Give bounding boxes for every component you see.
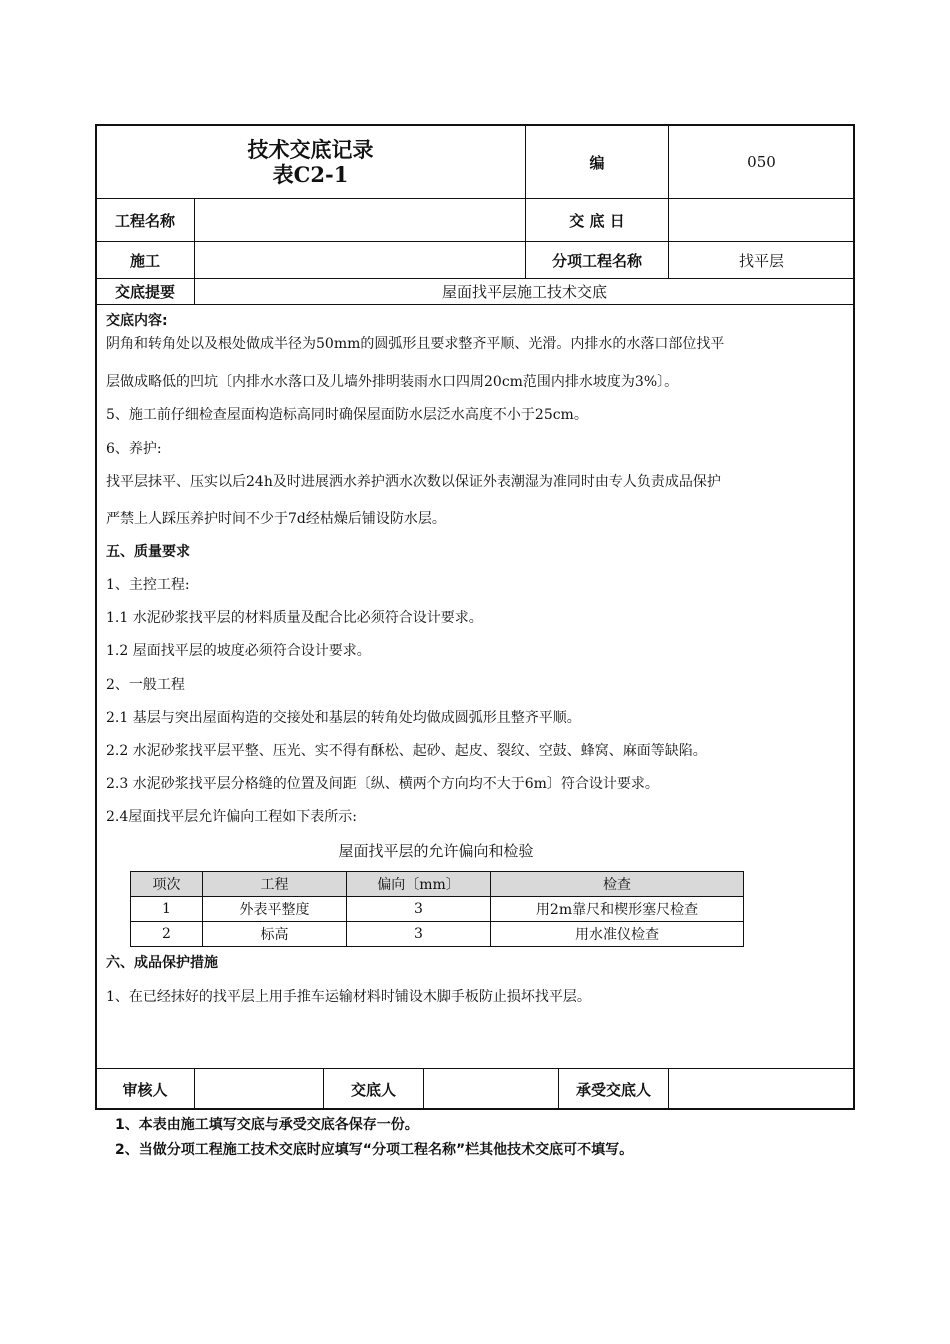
discloser-label: 交底人: [350, 1080, 396, 1099]
content-line: 1、主控工程:: [106, 577, 190, 593]
table-cell: 3: [347, 922, 491, 947]
footnote: 2、当做分项工程施工技术交底时应填写“分项工程名称”栏其他技术交底可不填写。: [115, 1142, 634, 1158]
table-header-cell: 偏向〔mm〕: [347, 872, 491, 897]
table-caption: 屋面找平层的允许偏向和检验: [338, 842, 534, 860]
table-cell: 标高: [203, 922, 347, 947]
form-title: [96, 126, 525, 198]
content-line: 2.3 水泥砂浆找平层分格缝的位置及间距〔纵、横两个方向均不大于6m〕符合设计要求。: [106, 776, 659, 792]
construction-field[interactable]: [195, 242, 525, 278]
table-cell: 外表平整度: [203, 897, 347, 922]
table-cell: 用水准仪检查: [491, 922, 744, 947]
content-line: 1.1 水泥砂浆找平层的材料质量及配合比必须符合设计要求。: [106, 610, 483, 626]
date-label: 交 底 日: [569, 211, 625, 230]
table-header-cell: 工程: [203, 872, 347, 897]
discloser-field[interactable]: [424, 1069, 558, 1109]
project-name-label: 工程名称: [114, 211, 175, 230]
content-line: 阴角和转角处以及根处做成半径为50mm的圆弧形且要求整齐平顺、光滑。内排水的水落口部位找平: [106, 336, 725, 352]
receiver-label: 承受交底人: [575, 1080, 651, 1099]
reviewer-label: 审核人: [122, 1080, 168, 1099]
construction-label: 施工: [129, 251, 160, 270]
table-header-row: [131, 872, 744, 897]
date-field[interactable]: [669, 199, 854, 241]
table-header-cell: 项次: [131, 872, 203, 897]
divider: [96, 304, 854, 305]
table-cell: 1: [131, 897, 203, 922]
reviewer-field[interactable]: [195, 1069, 323, 1109]
section-heading: 六、成品保护措施: [106, 955, 218, 971]
number-label: 编: [589, 153, 605, 172]
section-heading: 五、质量要求: [106, 544, 190, 560]
table-row: [131, 897, 744, 922]
deviation-table: [130, 871, 744, 947]
project-name-field[interactable]: [195, 199, 525, 241]
receiver-field[interactable]: [669, 1069, 854, 1109]
content-line: 1、在已经抹好的找平层上用手推车运输材料时铺设木脚手板防止损坏找平层。: [106, 989, 591, 1005]
table-cell: 用2m靠尺和楔形塞尺检查: [491, 897, 744, 922]
sub-project-label: 分项工程名称: [551, 251, 642, 270]
table-cell: 3: [347, 897, 491, 922]
table-row: [131, 922, 744, 947]
content-line: 6、养护:: [106, 441, 162, 457]
footnote: 1、本表由施工填写交底与承受交底各保存一份。: [115, 1117, 419, 1133]
content-line: 找平层抹平、压实以后24h及时进展洒水养护洒水次数以保证外表潮湿为准同时由专人负责成品保护: [106, 474, 721, 490]
content-line: 2.4屋面找平层允许偏向工程如下表所示:: [106, 809, 357, 825]
summary-label: 交底提要: [114, 283, 175, 301]
content-heading: 交底内容:: [106, 313, 168, 329]
table-cell: 2: [131, 922, 203, 947]
content-line: 层做成略低的凹坑〔内排水水落口及儿墙外排明装雨水口四周20cm范围内排水坡度为3%〕。: [106, 374, 679, 390]
content-line: 2.2 水泥砂浆找平层平整、压光、实不得有酥松、起砂、起皮、裂纹、空鼓、蜂窝、麻面等缺陷。: [106, 743, 707, 759]
number-value: 050: [747, 153, 776, 171]
form-title-line1: 技术交底记录: [247, 137, 374, 162]
content-line: 1.2 屋面找平层的坡度必须符合设计要求。: [106, 643, 371, 659]
content-line: 2.1 基层与突出屋面构造的交接处和基层的转角处均做成圆弧形且整齐平顺。: [106, 710, 581, 726]
content-line: 2、一般工程: [106, 677, 185, 693]
summary-value: 屋面找平层施工技术交底: [441, 283, 607, 301]
sub-project-value: 找平层: [738, 251, 784, 270]
content-line: 严禁上人踩压养护时间不少于7d经枯燥后铺设防水层。: [106, 511, 446, 527]
content-line: 5、施工前仔细检查屋面构造标高同时确保屋面防水层泛水高度不小于25cm。: [106, 407, 588, 423]
form-title-line2: 表C2-1: [272, 162, 349, 187]
table-header-cell: 检查: [491, 872, 744, 897]
